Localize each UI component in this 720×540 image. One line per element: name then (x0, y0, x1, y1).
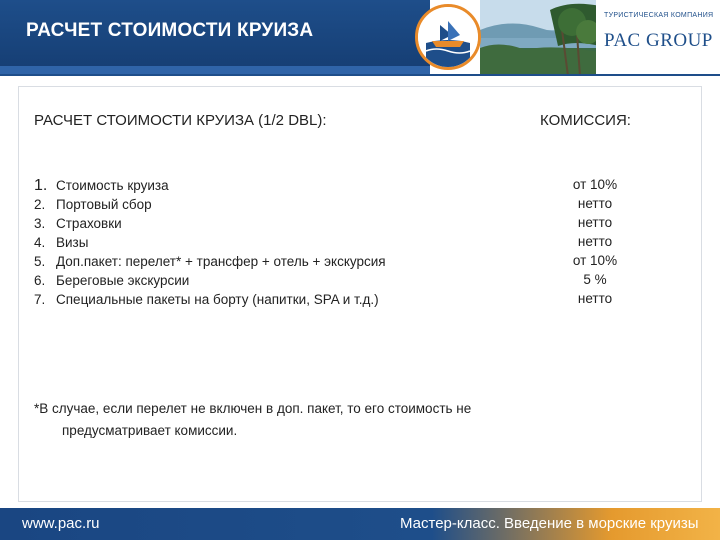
section-title: РАСЧЕТ СТОИМОСТИ КРУИЗА (1/2 DBL): (34, 112, 327, 129)
item-number: 6. (34, 273, 46, 288)
ship-logo-icon (418, 7, 478, 67)
company-brand (596, 0, 720, 76)
footnote (34, 398, 471, 442)
header (0, 0, 720, 76)
commission-value: 5 % (583, 272, 607, 287)
header-divider (0, 74, 720, 76)
cruise-logo (415, 4, 481, 70)
list-item (34, 290, 386, 309)
commission-value: нетто (577, 234, 613, 249)
footnote-line: предусматривает комиссии. (62, 423, 238, 438)
commission-value: нетто (577, 291, 613, 306)
footer-bar (0, 508, 720, 540)
list-item (34, 176, 386, 195)
footer-caption: Мастер-класс. Введение в морские круизы (400, 515, 699, 532)
item-label: Портовый сбор (56, 197, 152, 212)
item-label: Специальные пакеты на борту (напитки, SPA и т.д.) (56, 292, 379, 307)
footnote-line: *В случае, если перелет не включен в доп. пакет, то его стоимость не (34, 401, 472, 416)
item-number: 1. (34, 177, 48, 194)
cost-items-list (34, 176, 386, 309)
item-number: 2. (34, 197, 46, 212)
commission-column-title: КОМИССИЯ: (540, 112, 631, 129)
list-item (34, 233, 386, 252)
item-number: 3. (34, 216, 46, 231)
header-landscape-photo (480, 0, 600, 76)
landscape-image (480, 0, 600, 76)
list-item (34, 214, 386, 233)
brand-name: PAC GROUP (604, 30, 713, 51)
item-label: Визы (56, 235, 89, 250)
item-label: Береговые экскурсии (56, 273, 190, 288)
commission-value: нетто (577, 196, 613, 211)
commission-list (560, 175, 630, 308)
item-number: 5. (34, 254, 46, 269)
list-item (34, 252, 386, 271)
brand-subtitle: ТУРИСТИЧЕСКАЯ КОМПАНИЯ (604, 12, 714, 19)
item-number: 4. (34, 235, 46, 250)
item-number: 7. (34, 292, 46, 307)
commission-value: нетто (577, 215, 613, 230)
header-title-bar-strip (0, 66, 430, 74)
commission-value: от 10% (572, 177, 618, 192)
website-link[interactable]: www.pac.ru (22, 515, 100, 532)
list-item (34, 195, 386, 214)
commission-value: от 10% (572, 253, 618, 268)
item-label: Доп.пакет: перелет* + трансфер + отель + экскурсия (56, 254, 386, 269)
page-title: РАСЧЕТ СТОИМОСТИ КРУИЗА (26, 20, 314, 41)
item-label: Стоимость круиза (56, 178, 169, 193)
list-item (34, 271, 386, 290)
item-label: Страховки (56, 216, 122, 231)
